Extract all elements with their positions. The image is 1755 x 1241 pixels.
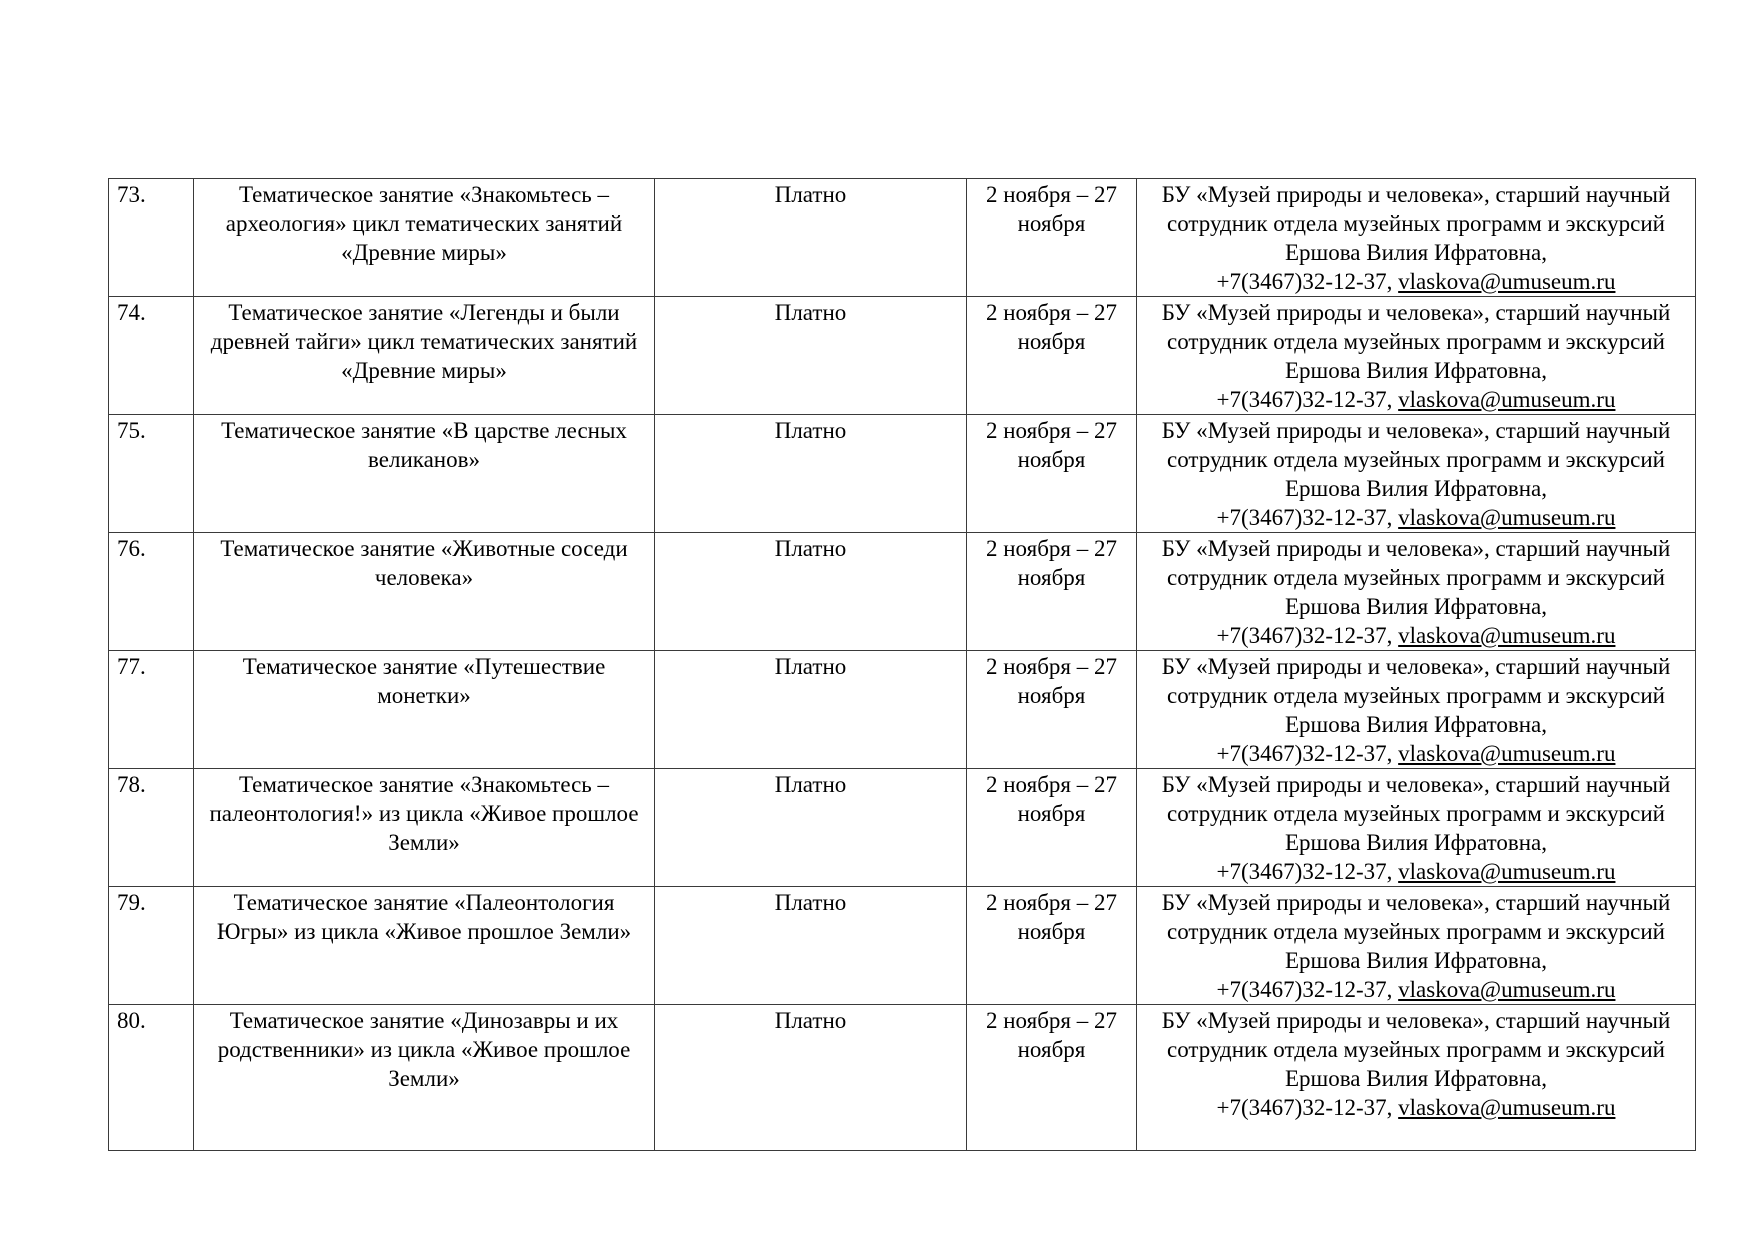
price-cell: Платно (655, 415, 967, 533)
contact-cell (1137, 179, 1696, 297)
contact-organizer: БУ «Музей природы и человека», старший научный сотрудник отдела музейных программ и экскурсий Ершова Вилия Ифратовна, (1161, 654, 1671, 737)
date-range: 2 ноября – 27 ноября (967, 651, 1137, 769)
email-link[interactable]: vlaskova@umuseum.ru (1398, 859, 1616, 884)
price-cell: Платно (655, 533, 967, 651)
table-row (109, 297, 1696, 415)
price-cell: Платно (655, 651, 967, 769)
row-number: 75. (109, 415, 194, 533)
contact-cell (1137, 297, 1696, 415)
event-title: Тематическое занятие «Знакомьтесь – археология» цикл тематических занятий «Древние миры» (194, 179, 655, 297)
contact-phone: +7(3467)32-12-37, (1216, 741, 1399, 766)
date-range: 2 ноября – 27 ноября (967, 415, 1137, 533)
contact-phone: +7(3467)32-12-37, (1216, 505, 1399, 530)
email-link[interactable]: vlaskova@umuseum.ru (1398, 505, 1616, 530)
row-number: 77. (109, 651, 194, 769)
row-number: 74. (109, 297, 194, 415)
contact-phone: +7(3467)32-12-37, (1216, 1095, 1399, 1120)
contact-organizer: БУ «Музей природы и человека», старший научный сотрудник отдела музейных программ и экскурсий Ершова Вилия Ифратовна, (1161, 300, 1671, 383)
contact-organizer: БУ «Музей природы и человека», старший научный сотрудник отдела музейных программ и экскурсий Ершова Вилия Ифратовна, (1161, 182, 1671, 265)
date-range: 2 ноября – 27 ноября (967, 887, 1137, 1005)
table-row (109, 415, 1696, 533)
table-row (109, 887, 1696, 1005)
price-cell: Платно (655, 769, 967, 887)
date-range: 2 ноября – 27 ноября (967, 297, 1137, 415)
table-row (109, 651, 1696, 769)
events-table (108, 178, 1696, 1151)
contact-organizer: БУ «Музей природы и человека», старший научный сотрудник отдела музейных программ и экскурсий Ершова Вилия Ифратовна, (1161, 536, 1671, 619)
table-row (109, 1005, 1696, 1151)
email-link[interactable]: vlaskova@umuseum.ru (1398, 1095, 1616, 1120)
contact-cell (1137, 415, 1696, 533)
table-row (109, 769, 1696, 887)
contact-organizer: БУ «Музей природы и человека», старший научный сотрудник отдела музейных программ и экскурсий Ершова Вилия Ифратовна, (1161, 890, 1671, 973)
event-title: Тематическое занятие «Животные соседи человека» (194, 533, 655, 651)
event-title: Тематическое занятие «В царстве лесных великанов» (194, 415, 655, 533)
contact-cell (1137, 887, 1696, 1005)
contact-cell (1137, 533, 1696, 651)
contact-phone: +7(3467)32-12-37, (1216, 269, 1399, 294)
contact-cell (1137, 769, 1696, 887)
email-link[interactable]: vlaskova@umuseum.ru (1398, 387, 1616, 412)
event-title: Тематическое занятие «Палеонтология Югры» из цикла «Живое прошлое Земли» (194, 887, 655, 1005)
event-title: Тематическое занятие «Динозавры и их родственники» из цикла «Живое прошлое Земли» (194, 1005, 655, 1151)
date-range: 2 ноября – 27 ноября (967, 769, 1137, 887)
contact-phone: +7(3467)32-12-37, (1216, 977, 1399, 1002)
price-cell: Платно (655, 1005, 967, 1151)
contact-cell (1137, 1005, 1696, 1151)
contact-organizer: БУ «Музей природы и человека», старший научный сотрудник отдела музейных программ и экскурсий Ершова Вилия Ифратовна, (1161, 1008, 1671, 1091)
contact-organizer: БУ «Музей природы и человека», старший научный сотрудник отдела музейных программ и экскурсий Ершова Вилия Ифратовна, (1161, 772, 1671, 855)
event-title: Тематическое занятие «Путешествие монетки» (194, 651, 655, 769)
row-number: 79. (109, 887, 194, 1005)
email-link[interactable]: vlaskova@umuseum.ru (1398, 977, 1616, 1002)
price-cell: Платно (655, 887, 967, 1005)
row-number: 76. (109, 533, 194, 651)
price-cell: Платно (655, 179, 967, 297)
row-number: 80. (109, 1005, 194, 1151)
event-title: Тематическое занятие «Легенды и были древней тайги» цикл тематических занятий «Древние миры» (194, 297, 655, 415)
email-link[interactable]: vlaskova@umuseum.ru (1398, 623, 1616, 648)
contact-phone: +7(3467)32-12-37, (1216, 623, 1399, 648)
price-cell: Платно (655, 297, 967, 415)
date-range: 2 ноября – 27 ноября (967, 179, 1137, 297)
event-title: Тематическое занятие «Знакомьтесь – палеонтология!» из цикла «Живое прошлое Земли» (194, 769, 655, 887)
contact-cell (1137, 651, 1696, 769)
contact-organizer: БУ «Музей природы и человека», старший научный сотрудник отдела музейных программ и экскурсий Ершова Вилия Ифратовна, (1161, 418, 1671, 501)
email-link[interactable]: vlaskova@umuseum.ru (1398, 741, 1616, 766)
table-row (109, 179, 1696, 297)
contact-phone: +7(3467)32-12-37, (1216, 387, 1399, 412)
date-range: 2 ноября – 27 ноября (967, 1005, 1137, 1151)
table-row (109, 533, 1696, 651)
row-number: 73. (109, 179, 194, 297)
row-number: 78. (109, 769, 194, 887)
contact-phone: +7(3467)32-12-37, (1216, 859, 1399, 884)
email-link[interactable]: vlaskova@umuseum.ru (1398, 269, 1616, 294)
date-range: 2 ноября – 27 ноября (967, 533, 1137, 651)
